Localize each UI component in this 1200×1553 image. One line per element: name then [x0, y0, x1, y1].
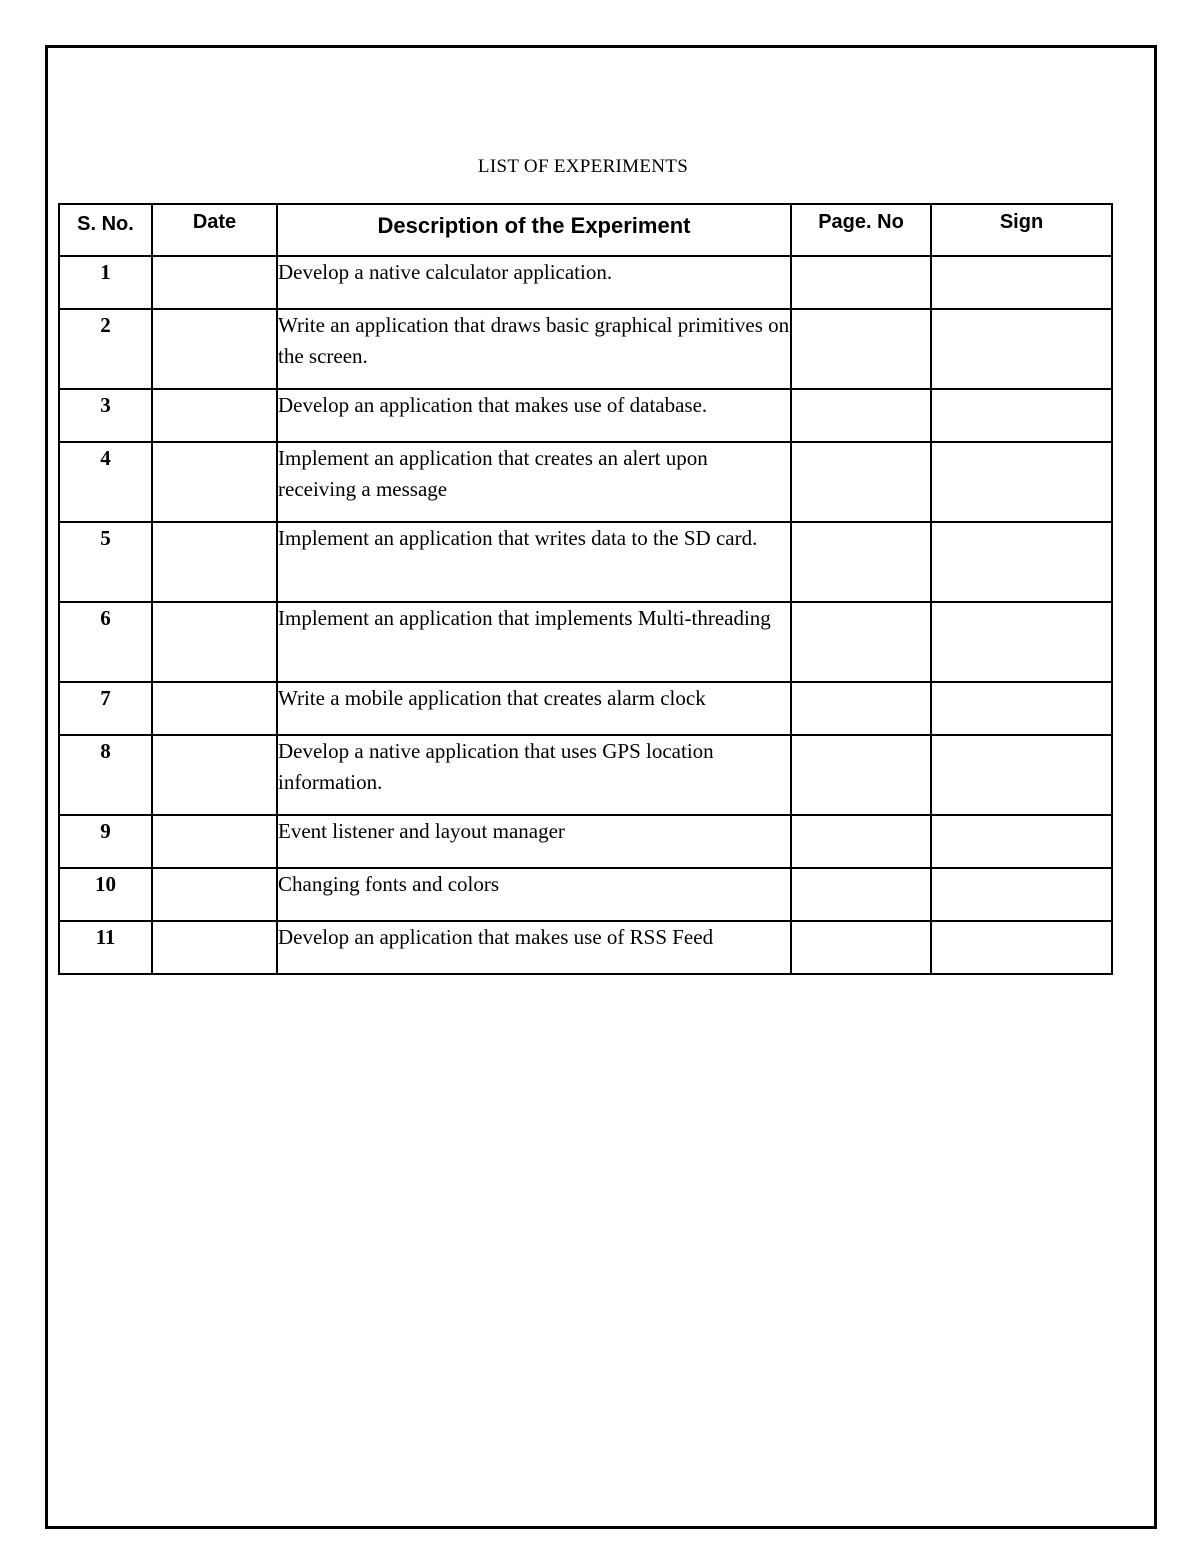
row-description: Implement an application that implements Multi-threading — [277, 602, 791, 682]
header-sign: Sign — [931, 204, 1112, 256]
table-row — [59, 602, 1112, 682]
table-row — [59, 442, 1112, 522]
row-sno: 3 — [59, 389, 152, 442]
row-page-no — [791, 256, 931, 309]
row-description: Changing fonts and colors — [277, 868, 791, 921]
table-row — [59, 868, 1112, 921]
row-description: Develop an application that makes use of database. — [277, 389, 791, 442]
header-description: Description of the Experiment — [277, 204, 791, 256]
row-sign — [931, 868, 1112, 921]
row-sign — [931, 442, 1112, 522]
row-page-no — [791, 389, 931, 442]
page-title: LIST OF EXPERIMENTS — [477, 156, 689, 177]
row-page-no — [791, 522, 931, 602]
row-page-no — [791, 815, 931, 868]
row-description: Develop a native application that uses GPS location information. — [277, 735, 791, 815]
experiments-table — [58, 203, 1113, 975]
row-date — [152, 682, 277, 735]
row-sign — [931, 389, 1112, 442]
row-sno: 5 — [59, 522, 152, 602]
row-sno: 6 — [59, 602, 152, 682]
table-row — [59, 389, 1112, 442]
row-description: Write a mobile application that creates alarm clock — [277, 682, 791, 735]
table-row — [59, 522, 1112, 602]
row-description: Implement an application that writes data to the SD card. — [277, 522, 791, 602]
row-sign — [931, 256, 1112, 309]
row-date — [152, 442, 277, 522]
row-description: Develop an application that makes use of RSS Feed — [277, 921, 791, 974]
row-sign — [931, 682, 1112, 735]
row-sign — [931, 522, 1112, 602]
row-date — [152, 309, 277, 389]
row-sno: 1 — [59, 256, 152, 309]
row-page-no — [791, 921, 931, 974]
row-date — [152, 735, 277, 815]
row-date — [152, 522, 277, 602]
row-date — [152, 921, 277, 974]
row-sign — [931, 815, 1112, 868]
row-page-no — [791, 309, 931, 389]
header-page-no: Page. No — [791, 204, 931, 256]
table-row — [59, 735, 1112, 815]
row-description: Event listener and layout manager — [277, 815, 791, 868]
row-sno: 10 — [59, 868, 152, 921]
row-date — [152, 815, 277, 868]
row-sno: 7 — [59, 682, 152, 735]
row-sign — [931, 602, 1112, 682]
row-page-no — [791, 868, 931, 921]
row-page-no — [791, 602, 931, 682]
row-description: Implement an application that creates an alert upon receiving a message — [277, 442, 791, 522]
table-row — [59, 682, 1112, 735]
row-sign — [931, 735, 1112, 815]
row-sno: 2 — [59, 309, 152, 389]
row-sno: 11 — [59, 921, 152, 974]
header-sno: S. No. — [59, 204, 152, 256]
row-description: Develop a native calculator application. — [277, 256, 791, 309]
row-page-no — [791, 682, 931, 735]
row-date — [152, 389, 277, 442]
table-row — [59, 309, 1112, 389]
table-row — [59, 256, 1112, 309]
table-row — [59, 815, 1112, 868]
row-sno: 4 — [59, 442, 152, 522]
row-date — [152, 256, 277, 309]
row-sno: 9 — [59, 815, 152, 868]
table-header-row — [59, 204, 1112, 256]
row-sign — [931, 921, 1112, 974]
row-date — [152, 868, 277, 921]
row-sign — [931, 309, 1112, 389]
row-page-no — [791, 735, 931, 815]
row-date — [152, 602, 277, 682]
row-sno: 8 — [59, 735, 152, 815]
row-page-no — [791, 442, 931, 522]
table-row — [59, 921, 1112, 974]
header-date: Date — [152, 204, 277, 256]
row-description: Write an application that draws basic graphical primitives on the screen. — [277, 309, 791, 389]
